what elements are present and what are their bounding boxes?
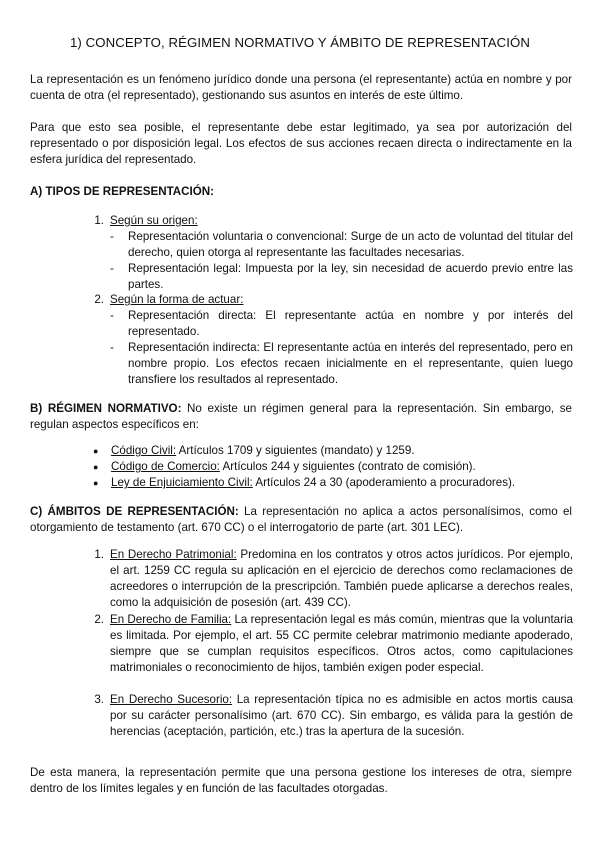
conclusion-paragraph: De esta manera, la representación permite que una persona gestione los intereses de otra, siempre dentro de los límites legales y en función de las facultades otorgadas. [30, 766, 572, 795]
section-a-heading: A) TIPOS DE REPRESENTACIÓN: [30, 185, 215, 198]
section-c-heading: C) ÁMBITOS DE REPRESENTACIÓN: [30, 505, 239, 518]
bullet-marker: ● [93, 462, 99, 472]
section-b-heading: B) RÉGIMEN NORMATIVO: [30, 402, 182, 415]
bullet-marker: ● [93, 446, 99, 456]
intro-paragraph-1: La representación es un fenómeno jurídico donde una persona (el representante) actúa en nombre y por cuenta de otra (el representado), gestionando sus asuntos en interés de este último. [30, 73, 572, 102]
list-item: 3. En Derecho Sucesorio: La representación típica no es admisible en actos mortis causa por su carácter personalísimo (art. 670 CC). Sin embargo, es válida para la gestión de herencias (aceptación, partición, etc.) tras la apertura de la sucesión. [94, 693, 573, 738]
dash-marker: - [110, 230, 114, 243]
bullet-marker: ● [93, 478, 99, 488]
section-c-paragraph: C) ÁMBITOS DE REPRESENTACIÓN: La representación no aplica a actos personalísimos, como el otorgamiento de testamento (art. 670 CC) o el interrogatorio de parte (art. 301 LEC). [30, 505, 572, 534]
document-page: 1) CONCEPTO, RÉGIMEN NORMATIVO Y ÁMBITO DE REPRESENTACIÓN La representación es un fenómeno jurídico donde una persona (el representante) actúa en nombre y por cuenta de otra (el representado), gestionando sus asuntos en interés de este último. Para que esto sea posible, el representante debe estar legitimado, ya sea por autorización del representado o por disposición legal. Los efectos de sus acciones recaen directa o indirectamente en la esfera jurídica del representado. A) TIPOS DE REPRESENTACIÓN: 1. Según su origen: - Representación voluntaria o convencional: Surge de un acto de voluntad del titular del derecho, quien otorga al representante las facultades necesarias. - Representación legal: Impuesta por la ley, sin necesidad de acuerdo previo entre las partes. 2. Según la forma de actuar: - Representación directa: El representante actúa en nombre y por interés del representado. - Representación indirecta: El representante actúa en interés del representado, pero en nombre propio. Los efectos recaen inicialmente en el representante, quien luego transfiere los resultados al representado. B) RÉGIMEN NORMATIVO: No existe un régimen general para la representación. Sin embargo, se regulan aspectos específicos en: ● Código Civil: Artículos 1709 y siguientes (mandato) y 1259. ● Código de Comercio: Artículos 244 y siguientes (contrato de comisión). ● Ley de Enjuiciamiento Civil: Artículos 24 a 30 (apoderamiento a procuradores). C) ÁMBITOS DE REPRESENTACIÓN: La representación no aplica a actos personalísimos, como el otorgamiento de testamento (art. 670 CC) o el interrogatorio de parte (art. 301 LEC). 1. En Derecho Patrimonial: Predomina en los contratos y otros actos jurídicos. Por ejemplo, el art. 1259 CC regula su aplicación en el ejercicio de derechos como reclamaciones de acreedores o interrupción de la prescripción. También puede aplicarse a derechos reales, como la adquisición de posesión (art. 439 CC). 2. En Derecho de Familia: La representación legal es más común, mientras que la voluntaria es limitada. Por ejemplo, el art. 55 CC permite celebrar matrimonio mediante apoderado, siempre que se cumplan requisitos específicos. Otros actos, como capitulaciones matrimoniales o reconocimiento de hijos, también exigen poder especial. 3. En Derecho Sucesorio: La representación típica no es admisible en actos mortis causa por su carácter personalísimo (art. 670 CC). Sin embargo, es válida para la gestión de herencias (aceptación, partición, etc.) tras la apertura de la sucesión. De esta manera, la representación permite que una persona gestione los intereses de otra, siempre dentro de los límites legales y en función de las facultades otorgadas. [0, 0, 600, 848]
list-item: - Representación legal: Impuesta por la ley, sin necesidad de acuerdo previo entre las partes. [110, 262, 573, 291]
list-item: ● Código de Comercio: Artículos 244 y siguientes (contrato de comisión). [93, 460, 476, 473]
list-item: ● Ley de Enjuiciamiento Civil: Artículos 24 a 30 (apoderamiento a procuradores). [93, 476, 516, 489]
dash-marker: - [110, 341, 114, 354]
intro-paragraph-2: Para que esto sea posible, el representante debe estar legitimado, ya sea por autorización del representado o por disposición legal. Los efectos de sus acciones recaen directa o indirectamente en la esfera jurídica del representado. [30, 121, 572, 166]
list-item: - Representación indirecta: El representante actúa en interés del representado, pero en nombre propio. Los efectos recaen inicialmente en el representante, quien luego transfiere los resultados al representado. [110, 341, 573, 386]
dash-marker: - [110, 262, 114, 275]
list-item: - Representación voluntaria o convencional: Surge de un acto de voluntad del titular del derecho, quien otorga al representante las facultades necesarias. [110, 230, 573, 259]
list-item: - Representación directa: El representante actúa en nombre y por interés del representado. [110, 309, 573, 338]
page-title: 1) CONCEPTO, RÉGIMEN NORMATIVO Y ÁMBITO DE REPRESENTACIÓN [69, 35, 530, 50]
list-item: ● Código Civil: Artículos 1709 y siguientes (mandato) y 1259. [93, 444, 415, 457]
dash-marker: - [110, 309, 114, 322]
list-item: 1. En Derecho Patrimonial: Predomina en los contratos y otros actos jurídicos. Por ejemplo, el art. 1259 CC regula su aplicación en el ejercicio de derechos como reclamaciones de acreedores o interrupción de la prescripción. También puede aplicarse a derechos reales, como la adquisición de posesión (art. 439 CC). [94, 548, 573, 609]
section-b-paragraph: B) RÉGIMEN NORMATIVO: No existe un régimen general para la representación. Sin embargo, se regulan aspectos específicos en: [30, 402, 572, 431]
list-item: 2. En Derecho de Familia: La representación legal es más común, mientras que la voluntaria es limitada. Por ejemplo, el art. 55 CC permite celebrar matrimonio mediante apoderado, siempre que se cumplan requisitos específicos. Otros actos, como capitulaciones matrimoniales o reconocimiento de hijos, también exigen poder especial. [94, 613, 573, 674]
